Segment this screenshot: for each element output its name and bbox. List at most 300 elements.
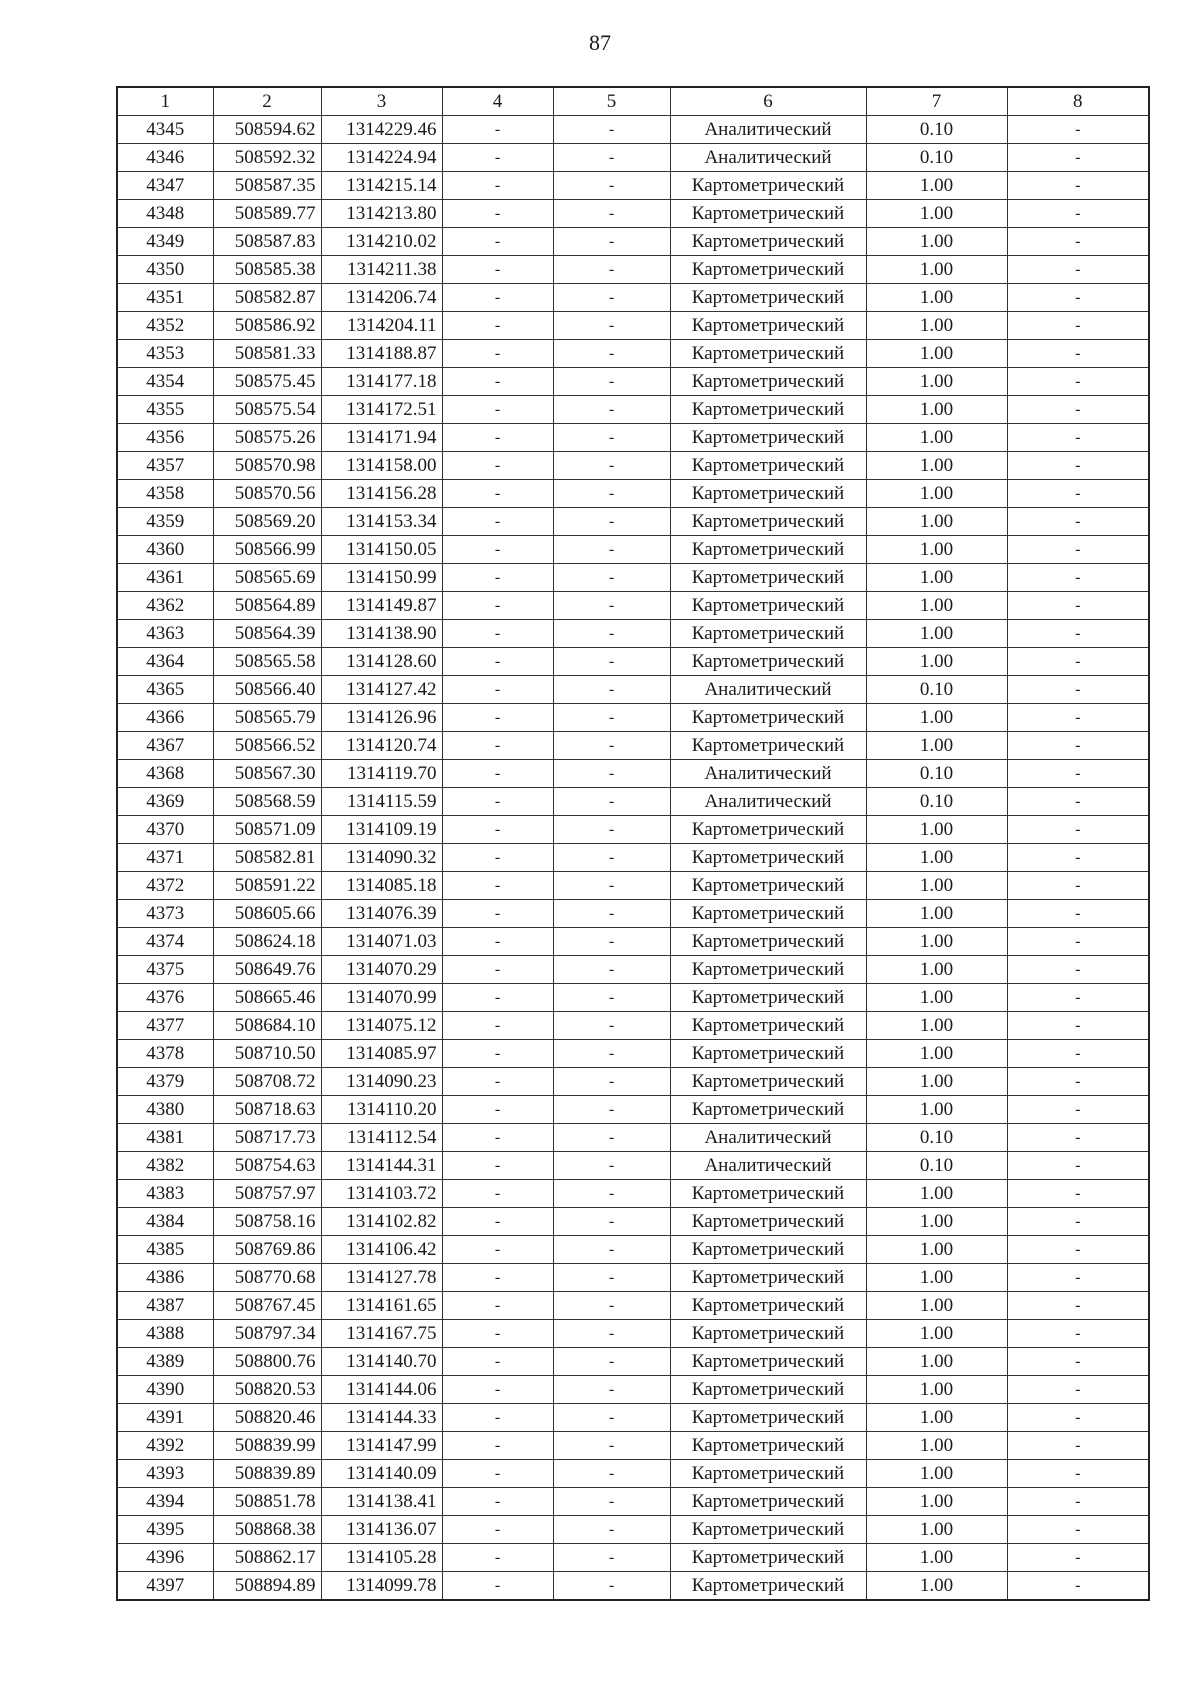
- col5-cell: -: [553, 1068, 670, 1096]
- col4-cell: -: [442, 760, 553, 788]
- y-coordinate-cell: 1314090.32: [321, 844, 442, 872]
- point-number-cell: 4390: [117, 1376, 213, 1404]
- col8-cell: -: [1007, 452, 1149, 480]
- table-row: [117, 144, 1149, 172]
- method-cell: Картометрический: [670, 648, 866, 676]
- y-coordinate-cell: 1314206.74: [321, 284, 442, 312]
- table-row: [117, 284, 1149, 312]
- col8-cell: -: [1007, 1012, 1149, 1040]
- col5-cell: -: [553, 508, 670, 536]
- y-coordinate-cell: 1314204.11: [321, 312, 442, 340]
- x-coordinate-cell: 508581.33: [213, 340, 321, 368]
- col5-cell: -: [553, 172, 670, 200]
- x-coordinate-cell: 508570.56: [213, 480, 321, 508]
- col4-cell: -: [442, 1516, 553, 1544]
- y-coordinate-cell: 1314161.65: [321, 1292, 442, 1320]
- y-coordinate-cell: 1314213.80: [321, 200, 442, 228]
- y-coordinate-cell: 1314110.20: [321, 1096, 442, 1124]
- accuracy-cell: 1.00: [866, 620, 1007, 648]
- col4-cell: -: [442, 1292, 553, 1320]
- x-coordinate-cell: 508665.46: [213, 984, 321, 1012]
- method-cell: Картометрический: [670, 564, 866, 592]
- table-row: [117, 1488, 1149, 1516]
- x-coordinate-cell: 508575.26: [213, 424, 321, 452]
- col5-cell: -: [553, 1264, 670, 1292]
- col4-cell: -: [442, 1180, 553, 1208]
- method-cell: Картометрический: [670, 1348, 866, 1376]
- y-coordinate-cell: 1314140.70: [321, 1348, 442, 1376]
- y-coordinate-cell: 1314215.14: [321, 172, 442, 200]
- col8-cell: -: [1007, 620, 1149, 648]
- col4-cell: -: [442, 424, 553, 452]
- y-coordinate-cell: 1314156.28: [321, 480, 442, 508]
- col4-cell: -: [442, 1040, 553, 1068]
- col8-cell: -: [1007, 676, 1149, 704]
- col8-cell: -: [1007, 844, 1149, 872]
- accuracy-cell: 0.10: [866, 676, 1007, 704]
- y-coordinate-cell: 1314085.97: [321, 1040, 442, 1068]
- y-coordinate-cell: 1314115.59: [321, 788, 442, 816]
- accuracy-cell: 0.10: [866, 760, 1007, 788]
- point-number-cell: 4346: [117, 144, 213, 172]
- col5-cell: -: [553, 1460, 670, 1488]
- table-row: [117, 228, 1149, 256]
- point-number-cell: 4389: [117, 1348, 213, 1376]
- col5-cell: -: [553, 732, 670, 760]
- col5-cell: -: [553, 1404, 670, 1432]
- col5-cell: -: [553, 1096, 670, 1124]
- col8-cell: -: [1007, 760, 1149, 788]
- accuracy-cell: 1.00: [866, 592, 1007, 620]
- accuracy-cell: 1.00: [866, 1236, 1007, 1264]
- col5-cell: -: [553, 1572, 670, 1601]
- col8-cell: -: [1007, 564, 1149, 592]
- point-number-cell: 4370: [117, 816, 213, 844]
- y-coordinate-cell: 1314126.96: [321, 704, 442, 732]
- y-coordinate-cell: 1314085.18: [321, 872, 442, 900]
- method-cell: Картометрический: [670, 1572, 866, 1601]
- col8-cell: -: [1007, 1488, 1149, 1516]
- method-cell: Картометрический: [670, 424, 866, 452]
- col4-cell: -: [442, 900, 553, 928]
- x-coordinate-cell: 508851.78: [213, 1488, 321, 1516]
- y-coordinate-cell: 1314158.00: [321, 452, 442, 480]
- accuracy-cell: 1.00: [866, 928, 1007, 956]
- x-coordinate-cell: 508564.89: [213, 592, 321, 620]
- method-cell: Картометрический: [670, 1320, 866, 1348]
- table-row: [117, 1376, 1149, 1404]
- col4-cell: -: [442, 284, 553, 312]
- col4-cell: -: [442, 648, 553, 676]
- method-cell: Картометрический: [670, 480, 866, 508]
- accuracy-cell: 1.00: [866, 1320, 1007, 1348]
- x-coordinate-cell: 508684.10: [213, 1012, 321, 1040]
- point-number-cell: 4379: [117, 1068, 213, 1096]
- x-coordinate-cell: 508718.63: [213, 1096, 321, 1124]
- table-row: [117, 1264, 1149, 1292]
- column-header: 1: [117, 87, 213, 116]
- table-row: [117, 256, 1149, 284]
- col4-cell: -: [442, 452, 553, 480]
- accuracy-cell: 1.00: [866, 1208, 1007, 1236]
- col4-cell: -: [442, 956, 553, 984]
- table-row: [117, 1320, 1149, 1348]
- col5-cell: -: [553, 984, 670, 1012]
- col8-cell: -: [1007, 984, 1149, 1012]
- col8-cell: -: [1007, 312, 1149, 340]
- y-coordinate-cell: 1314147.99: [321, 1432, 442, 1460]
- col8-cell: -: [1007, 116, 1149, 144]
- x-coordinate-cell: 508570.98: [213, 452, 321, 480]
- col4-cell: -: [442, 256, 553, 284]
- table-row: [117, 1124, 1149, 1152]
- y-coordinate-cell: 1314075.12: [321, 1012, 442, 1040]
- point-number-cell: 4357: [117, 452, 213, 480]
- col4-cell: -: [442, 816, 553, 844]
- col5-cell: -: [553, 1152, 670, 1180]
- col5-cell: -: [553, 312, 670, 340]
- table-row: [117, 676, 1149, 704]
- method-cell: Картометрический: [670, 508, 866, 536]
- y-coordinate-cell: 1314071.03: [321, 928, 442, 956]
- accuracy-cell: 1.00: [866, 424, 1007, 452]
- col8-cell: -: [1007, 1264, 1149, 1292]
- point-number-cell: 4368: [117, 760, 213, 788]
- method-cell: Картометрический: [670, 984, 866, 1012]
- y-coordinate-cell: 1314128.60: [321, 648, 442, 676]
- table-row: [117, 928, 1149, 956]
- col5-cell: -: [553, 144, 670, 172]
- col8-cell: -: [1007, 368, 1149, 396]
- col8-cell: -: [1007, 480, 1149, 508]
- y-coordinate-cell: 1314177.18: [321, 368, 442, 396]
- method-cell: Аналитический: [670, 676, 866, 704]
- x-coordinate-cell: 508820.46: [213, 1404, 321, 1432]
- point-number-cell: 4397: [117, 1572, 213, 1601]
- col8-cell: -: [1007, 592, 1149, 620]
- point-number-cell: 4395: [117, 1516, 213, 1544]
- point-number-cell: 4352: [117, 312, 213, 340]
- col4-cell: -: [442, 172, 553, 200]
- x-coordinate-cell: 508587.35: [213, 172, 321, 200]
- point-number-cell: 4356: [117, 424, 213, 452]
- y-coordinate-cell: 1314167.75: [321, 1320, 442, 1348]
- col4-cell: -: [442, 564, 553, 592]
- y-coordinate-cell: 1314150.99: [321, 564, 442, 592]
- x-coordinate-cell: 508839.89: [213, 1460, 321, 1488]
- col8-cell: -: [1007, 648, 1149, 676]
- x-coordinate-cell: 508757.97: [213, 1180, 321, 1208]
- method-cell: Картометрический: [670, 1544, 866, 1572]
- x-coordinate-cell: 508567.30: [213, 760, 321, 788]
- accuracy-cell: 1.00: [866, 872, 1007, 900]
- y-coordinate-cell: 1314138.90: [321, 620, 442, 648]
- accuracy-cell: 1.00: [866, 1488, 1007, 1516]
- y-coordinate-cell: 1314224.94: [321, 144, 442, 172]
- y-coordinate-cell: 1314172.51: [321, 396, 442, 424]
- y-coordinate-cell: 1314211.38: [321, 256, 442, 284]
- column-header: 4: [442, 87, 553, 116]
- point-number-cell: 4369: [117, 788, 213, 816]
- table-row: [117, 900, 1149, 928]
- y-coordinate-cell: 1314138.41: [321, 1488, 442, 1516]
- col4-cell: -: [442, 200, 553, 228]
- col5-cell: -: [553, 228, 670, 256]
- accuracy-cell: 1.00: [866, 1040, 1007, 1068]
- col8-cell: -: [1007, 228, 1149, 256]
- table-row: [117, 1460, 1149, 1488]
- x-coordinate-cell: 508758.16: [213, 1208, 321, 1236]
- table-row: [117, 508, 1149, 536]
- x-coordinate-cell: 508585.38: [213, 256, 321, 284]
- table-row: [117, 452, 1149, 480]
- col5-cell: -: [553, 844, 670, 872]
- col8-cell: -: [1007, 956, 1149, 984]
- method-cell: Картометрический: [670, 1516, 866, 1544]
- y-coordinate-cell: 1314103.72: [321, 1180, 442, 1208]
- method-cell: Аналитический: [670, 1124, 866, 1152]
- col5-cell: -: [553, 1040, 670, 1068]
- col4-cell: -: [442, 1236, 553, 1264]
- accuracy-cell: 1.00: [866, 396, 1007, 424]
- accuracy-cell: 1.00: [866, 284, 1007, 312]
- col8-cell: -: [1007, 704, 1149, 732]
- x-coordinate-cell: 508894.89: [213, 1572, 321, 1601]
- col5-cell: -: [553, 1488, 670, 1516]
- col8-cell: -: [1007, 1404, 1149, 1432]
- method-cell: Картометрический: [670, 1432, 866, 1460]
- col5-cell: -: [553, 900, 670, 928]
- col4-cell: -: [442, 340, 553, 368]
- col8-cell: -: [1007, 340, 1149, 368]
- table-row: [117, 1096, 1149, 1124]
- table-row: [117, 872, 1149, 900]
- table-row: [117, 1152, 1149, 1180]
- table-row: [117, 1180, 1149, 1208]
- point-number-cell: 4353: [117, 340, 213, 368]
- table-row: [117, 844, 1149, 872]
- method-cell: Картометрический: [670, 256, 866, 284]
- col5-cell: -: [553, 592, 670, 620]
- accuracy-cell: 0.10: [866, 144, 1007, 172]
- x-coordinate-cell: 508708.72: [213, 1068, 321, 1096]
- col8-cell: -: [1007, 200, 1149, 228]
- accuracy-cell: 1.00: [866, 200, 1007, 228]
- table-row: [117, 368, 1149, 396]
- col5-cell: -: [553, 872, 670, 900]
- point-number-cell: 4372: [117, 872, 213, 900]
- x-coordinate-cell: 508565.79: [213, 704, 321, 732]
- point-number-cell: 4361: [117, 564, 213, 592]
- col8-cell: -: [1007, 144, 1149, 172]
- col5-cell: -: [553, 536, 670, 564]
- method-cell: Картометрический: [670, 1040, 866, 1068]
- table-row: [117, 620, 1149, 648]
- accuracy-cell: 1.00: [866, 956, 1007, 984]
- col4-cell: -: [442, 396, 553, 424]
- table-row: [117, 536, 1149, 564]
- point-number-cell: 4358: [117, 480, 213, 508]
- x-coordinate-cell: 508594.62: [213, 116, 321, 144]
- column-header: 6: [670, 87, 866, 116]
- y-coordinate-cell: 1314120.74: [321, 732, 442, 760]
- x-coordinate-cell: 508710.50: [213, 1040, 321, 1068]
- accuracy-cell: 1.00: [866, 536, 1007, 564]
- accuracy-cell: 1.00: [866, 648, 1007, 676]
- method-cell: Картометрический: [670, 928, 866, 956]
- column-header: 2: [213, 87, 321, 116]
- method-cell: Картометрический: [670, 1488, 866, 1516]
- accuracy-cell: 1.00: [866, 1180, 1007, 1208]
- col4-cell: -: [442, 1068, 553, 1096]
- accuracy-cell: 1.00: [866, 1572, 1007, 1601]
- table-row: [117, 648, 1149, 676]
- column-header: 5: [553, 87, 670, 116]
- method-cell: Картометрический: [670, 340, 866, 368]
- table-row: [117, 984, 1149, 1012]
- point-number-cell: 4367: [117, 732, 213, 760]
- x-coordinate-cell: 508797.34: [213, 1320, 321, 1348]
- col4-cell: -: [442, 1320, 553, 1348]
- accuracy-cell: 0.10: [866, 788, 1007, 816]
- col8-cell: -: [1007, 396, 1149, 424]
- col5-cell: -: [553, 1432, 670, 1460]
- col4-cell: -: [442, 984, 553, 1012]
- table-row: [117, 760, 1149, 788]
- col5-cell: -: [553, 452, 670, 480]
- accuracy-cell: 1.00: [866, 340, 1007, 368]
- point-number-cell: 4381: [117, 1124, 213, 1152]
- table-row: [117, 1432, 1149, 1460]
- table-row: [117, 732, 1149, 760]
- col8-cell: -: [1007, 1348, 1149, 1376]
- col8-cell: -: [1007, 256, 1149, 284]
- col4-cell: -: [442, 508, 553, 536]
- y-coordinate-cell: 1314112.54: [321, 1124, 442, 1152]
- x-coordinate-cell: 508820.53: [213, 1376, 321, 1404]
- col4-cell: -: [442, 116, 553, 144]
- point-number-cell: 4365: [117, 676, 213, 704]
- method-cell: Картометрический: [670, 312, 866, 340]
- y-coordinate-cell: 1314127.42: [321, 676, 442, 704]
- accuracy-cell: 0.10: [866, 1152, 1007, 1180]
- accuracy-cell: 1.00: [866, 452, 1007, 480]
- col4-cell: -: [442, 228, 553, 256]
- table-row: [117, 788, 1149, 816]
- accuracy-cell: 1.00: [866, 816, 1007, 844]
- page-number: 87: [589, 30, 611, 55]
- col8-cell: -: [1007, 1376, 1149, 1404]
- col4-cell: -: [442, 788, 553, 816]
- point-number-cell: 4386: [117, 1264, 213, 1292]
- method-cell: Аналитический: [670, 144, 866, 172]
- col4-cell: -: [442, 1208, 553, 1236]
- method-cell: Картометрический: [670, 368, 866, 396]
- col5-cell: -: [553, 816, 670, 844]
- x-coordinate-cell: 508868.38: [213, 1516, 321, 1544]
- method-cell: Картометрический: [670, 396, 866, 424]
- table-row: [117, 1236, 1149, 1264]
- table-row: [117, 1544, 1149, 1572]
- x-coordinate-cell: 508587.83: [213, 228, 321, 256]
- y-coordinate-cell: 1314229.46: [321, 116, 442, 144]
- col5-cell: -: [553, 564, 670, 592]
- method-cell: Картометрический: [670, 1376, 866, 1404]
- y-coordinate-cell: 1314188.87: [321, 340, 442, 368]
- col5-cell: -: [553, 480, 670, 508]
- col4-cell: -: [442, 1152, 553, 1180]
- y-coordinate-cell: 1314210.02: [321, 228, 442, 256]
- method-cell: Картометрический: [670, 1236, 866, 1264]
- point-number-cell: 4378: [117, 1040, 213, 1068]
- y-coordinate-cell: 1314090.23: [321, 1068, 442, 1096]
- accuracy-cell: 0.10: [866, 116, 1007, 144]
- method-cell: Картометрический: [670, 1208, 866, 1236]
- accuracy-cell: 1.00: [866, 1096, 1007, 1124]
- accuracy-cell: 1.00: [866, 172, 1007, 200]
- point-number-cell: 4362: [117, 592, 213, 620]
- col5-cell: -: [553, 1348, 670, 1376]
- x-coordinate-cell: 508565.69: [213, 564, 321, 592]
- point-number-cell: 4345: [117, 116, 213, 144]
- col4-cell: -: [442, 1572, 553, 1601]
- x-coordinate-cell: 508754.63: [213, 1152, 321, 1180]
- coordinates-table: [116, 86, 1150, 1601]
- table-row: [117, 1068, 1149, 1096]
- x-coordinate-cell: 508582.87: [213, 284, 321, 312]
- accuracy-cell: 1.00: [866, 984, 1007, 1012]
- col8-cell: -: [1007, 1516, 1149, 1544]
- method-cell: Картометрический: [670, 592, 866, 620]
- accuracy-cell: 1.00: [866, 704, 1007, 732]
- col4-cell: -: [442, 592, 553, 620]
- point-number-cell: 4394: [117, 1488, 213, 1516]
- accuracy-cell: 1.00: [866, 1068, 1007, 1096]
- col8-cell: -: [1007, 1208, 1149, 1236]
- col4-cell: -: [442, 928, 553, 956]
- col8-cell: -: [1007, 1152, 1149, 1180]
- x-coordinate-cell: 508862.17: [213, 1544, 321, 1572]
- y-coordinate-cell: 1314106.42: [321, 1236, 442, 1264]
- accuracy-cell: 1.00: [866, 1348, 1007, 1376]
- col4-cell: -: [442, 144, 553, 172]
- x-coordinate-cell: 508575.45: [213, 368, 321, 396]
- col8-cell: -: [1007, 1096, 1149, 1124]
- col4-cell: -: [442, 1096, 553, 1124]
- col5-cell: -: [553, 116, 670, 144]
- point-number-cell: 4348: [117, 200, 213, 228]
- method-cell: Картометрический: [670, 284, 866, 312]
- point-number-cell: 4351: [117, 284, 213, 312]
- x-coordinate-cell: 508565.58: [213, 648, 321, 676]
- point-number-cell: 4375: [117, 956, 213, 984]
- accuracy-cell: 1.00: [866, 564, 1007, 592]
- x-coordinate-cell: 508575.54: [213, 396, 321, 424]
- accuracy-cell: 1.00: [866, 1432, 1007, 1460]
- col8-cell: -: [1007, 284, 1149, 312]
- table-row: [117, 956, 1149, 984]
- method-cell: Картометрический: [670, 1264, 866, 1292]
- x-coordinate-cell: 508566.52: [213, 732, 321, 760]
- x-coordinate-cell: 508586.92: [213, 312, 321, 340]
- point-number-cell: 4376: [117, 984, 213, 1012]
- point-number-cell: 4350: [117, 256, 213, 284]
- y-coordinate-cell: 1314136.07: [321, 1516, 442, 1544]
- col8-cell: -: [1007, 172, 1149, 200]
- accuracy-cell: 1.00: [866, 900, 1007, 928]
- col5-cell: -: [553, 676, 670, 704]
- column-header: 3: [321, 87, 442, 116]
